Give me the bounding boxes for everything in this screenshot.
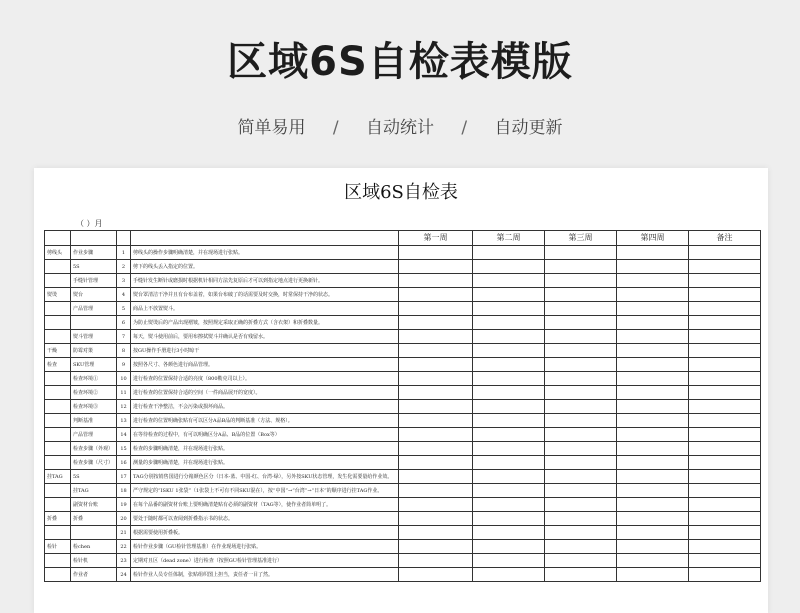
week3-check-cell[interactable]	[545, 316, 617, 330]
table-row	[45, 442, 761, 456]
table-row	[45, 316, 761, 330]
week4-check-cell[interactable]	[617, 568, 689, 582]
remarks-cell[interactable]	[689, 484, 761, 498]
week1-check-cell[interactable]	[399, 442, 473, 456]
week3-check-cell[interactable]	[545, 484, 617, 498]
table-row	[45, 330, 761, 344]
week1-check-cell[interactable]	[399, 386, 473, 400]
category-cell: 剪线头	[45, 246, 71, 260]
item-cell: 检chen	[71, 540, 117, 554]
week2-check-cell[interactable]	[473, 274, 545, 288]
number-cell: 21	[117, 526, 131, 540]
item-cell: 副资材台账	[71, 498, 117, 512]
week4-check-cell[interactable]	[617, 414, 689, 428]
item-cell: 检查步骤（尺寸）	[71, 456, 117, 470]
category-cell	[45, 554, 71, 568]
week4-check-cell[interactable]	[617, 246, 689, 260]
item-cell: 作业者	[71, 568, 117, 582]
remarks-cell[interactable]	[689, 344, 761, 358]
remarks-cell[interactable]	[689, 512, 761, 526]
week3-check-cell[interactable]	[545, 330, 617, 344]
number-cell: 20	[117, 512, 131, 526]
remarks-cell[interactable]	[689, 274, 761, 288]
category-cell	[45, 330, 71, 344]
description-cell: 按照各尺寸、各颜色进行商品管理。	[131, 358, 399, 372]
item-cell: 5S	[71, 470, 117, 484]
remarks-cell[interactable]	[689, 526, 761, 540]
week1-check-cell[interactable]	[399, 358, 473, 372]
week2-check-cell[interactable]	[473, 358, 545, 372]
table-row	[45, 288, 761, 302]
week3-check-cell[interactable]	[545, 344, 617, 358]
week4-check-cell[interactable]	[617, 456, 689, 470]
description-cell: 检针作业人员专任体制，张贴组织图上担当，责任者一目了然。	[131, 568, 399, 582]
remarks-cell[interactable]	[689, 414, 761, 428]
category-cell	[45, 568, 71, 582]
week2-check-cell[interactable]	[473, 456, 545, 470]
week3-check-cell[interactable]	[545, 372, 617, 386]
number-cell: 18	[117, 484, 131, 498]
week4-check-cell[interactable]	[617, 344, 689, 358]
week4-check-cell[interactable]	[617, 498, 689, 512]
number-cell: 3	[117, 274, 131, 288]
table-row	[45, 540, 761, 554]
remarks-cell[interactable]	[689, 260, 761, 274]
item-cell: 手缝针管理	[71, 274, 117, 288]
number-cell: 19	[117, 498, 131, 512]
description-cell: 根据需要使用折叠板。	[131, 526, 399, 540]
week4-check-cell[interactable]	[617, 330, 689, 344]
week4-check-cell[interactable]	[617, 274, 689, 288]
description-cell: 严守规定的“ISKU 1张袋”（1张袋上不可有不同SKU混在），按“中国”→“台湾”→“日本”的顺序进行挂TAG作业。	[131, 484, 399, 498]
checklist-sheet	[34, 168, 768, 613]
week2-check-cell[interactable]	[473, 568, 545, 582]
subtitle-separator: /	[461, 118, 468, 138]
remarks-cell[interactable]	[689, 568, 761, 582]
week3-check-cell[interactable]	[545, 428, 617, 442]
week3-check-cell[interactable]	[545, 470, 617, 484]
category-cell: 检查	[45, 358, 71, 372]
week1-check-cell[interactable]	[399, 540, 473, 554]
number-cell: 6	[117, 316, 131, 330]
remarks-cell[interactable]	[689, 442, 761, 456]
week2-check-cell[interactable]	[473, 372, 545, 386]
item-cell: 检查步骤（外观）	[71, 442, 117, 456]
table-row	[45, 554, 761, 568]
category-cell	[45, 456, 71, 470]
week4-check-cell[interactable]	[617, 316, 689, 330]
page-title: 区域6S自检表模版	[227, 39, 573, 85]
week3-check-cell[interactable]	[545, 386, 617, 400]
table-row	[45, 568, 761, 582]
week4-check-cell[interactable]	[617, 554, 689, 568]
week1-check-cell[interactable]	[399, 498, 473, 512]
category-cell	[45, 400, 71, 414]
table-row	[45, 428, 761, 442]
description-cell: 测量的步骤明确清楚，并在现场进行张贴。	[131, 456, 399, 470]
category-cell: 熨烫	[45, 288, 71, 302]
subtitle-easy: 简单易用	[237, 118, 306, 138]
week4-check-cell[interactable]	[617, 260, 689, 274]
item-cell: 检查环境①	[71, 372, 117, 386]
week1-check-cell[interactable]	[399, 372, 473, 386]
week1-check-cell[interactable]	[399, 512, 473, 526]
week1-check-cell[interactable]	[399, 526, 473, 540]
remarks-cell[interactable]	[689, 288, 761, 302]
remarks-cell[interactable]	[689, 400, 761, 414]
week3-check-cell[interactable]	[545, 540, 617, 554]
header-week4: 第四周	[617, 231, 689, 246]
table-row	[45, 274, 761, 288]
category-cell	[45, 428, 71, 442]
week1-check-cell[interactable]	[399, 246, 473, 260]
item-cell: 作业步骤	[71, 246, 117, 260]
week1-check-cell[interactable]	[399, 456, 473, 470]
week3-check-cell[interactable]	[545, 526, 617, 540]
week4-check-cell[interactable]	[617, 484, 689, 498]
week4-check-cell[interactable]	[617, 512, 689, 526]
item-cell: 判断基准	[71, 414, 117, 428]
item-cell: SKU管理	[71, 358, 117, 372]
subtitle-separator: /	[332, 118, 339, 138]
description-cell: 进行检查干净整洁，不会污染或损坏商品。	[131, 400, 399, 414]
week2-check-cell[interactable]	[473, 498, 545, 512]
week2-check-cell[interactable]	[473, 442, 545, 456]
week2-check-cell[interactable]	[473, 344, 545, 358]
week4-check-cell[interactable]	[617, 470, 689, 484]
week4-check-cell[interactable]	[617, 540, 689, 554]
week2-check-cell[interactable]	[473, 260, 545, 274]
number-cell: 10	[117, 372, 131, 386]
table-row	[45, 498, 761, 512]
week2-check-cell[interactable]	[473, 540, 545, 554]
category-cell: 挂TAG	[45, 470, 71, 484]
number-cell: 15	[117, 442, 131, 456]
week3-check-cell[interactable]	[545, 512, 617, 526]
week4-check-cell[interactable]	[617, 372, 689, 386]
remarks-cell[interactable]	[689, 302, 761, 316]
week1-check-cell[interactable]	[399, 470, 473, 484]
week2-check-cell[interactable]	[473, 288, 545, 302]
description-cell: TAG分别按销售国进行分箱颜色区分（日本-蓝、中国-红、台湾-绿），另外按SKU状态管理，发生化需要量给作业效。	[131, 470, 399, 484]
week1-check-cell[interactable]	[399, 344, 473, 358]
week3-check-cell[interactable]	[545, 442, 617, 456]
week1-check-cell[interactable]	[399, 484, 473, 498]
description-cell: 商品上不放置熨斗。	[131, 302, 399, 316]
week4-check-cell[interactable]	[617, 386, 689, 400]
number-cell: 2	[117, 260, 131, 274]
table-row	[45, 358, 761, 372]
remarks-cell[interactable]	[689, 246, 761, 260]
number-cell: 12	[117, 400, 131, 414]
week3-check-cell[interactable]	[545, 274, 617, 288]
remarks-cell[interactable]	[689, 316, 761, 330]
description-cell: 为防止熨烫后的产品出现褶皱，按照规定采取正确的折叠方式（含衣架）和折叠数量。	[131, 316, 399, 330]
month-label: （ ）月	[76, 219, 103, 228]
checklist-table	[44, 230, 761, 582]
number-cell: 8	[117, 344, 131, 358]
category-cell	[45, 302, 71, 316]
subtitle-auto-stats: 自动统计	[366, 118, 434, 138]
table-row	[45, 414, 761, 428]
table-row	[45, 344, 761, 358]
table-row	[45, 470, 761, 484]
category-cell	[45, 260, 71, 274]
week4-check-cell[interactable]	[617, 400, 689, 414]
category-cell: 干燥	[45, 344, 71, 358]
week1-check-cell[interactable]	[399, 428, 473, 442]
table-row	[45, 246, 761, 260]
header-week1: 第一周	[399, 231, 473, 246]
number-cell: 5	[117, 302, 131, 316]
description-cell: 进行检查的位置保持合适的亮度（800勒克司以上）。	[131, 372, 399, 386]
week2-check-cell[interactable]	[473, 512, 545, 526]
category-cell	[45, 316, 71, 330]
item-cell	[71, 316, 117, 330]
week4-check-cell[interactable]	[617, 526, 689, 540]
description-cell: 剪线头的操作步骤明确清楚，并在现场进行张贴。	[131, 246, 399, 260]
item-cell: 熨斗管理	[71, 330, 117, 344]
number-cell: 23	[117, 554, 131, 568]
category-cell	[45, 442, 71, 456]
category-cell	[45, 274, 71, 288]
item-cell: 检查环境②	[71, 386, 117, 400]
remarks-cell[interactable]	[689, 456, 761, 470]
number-cell: 11	[117, 386, 131, 400]
item-cell: 挂TAG	[71, 484, 117, 498]
week3-check-cell[interactable]	[545, 414, 617, 428]
week3-check-cell[interactable]	[545, 288, 617, 302]
week1-check-cell[interactable]	[399, 260, 473, 274]
remarks-cell[interactable]	[689, 428, 761, 442]
week1-check-cell[interactable]	[399, 554, 473, 568]
category-cell: 检针	[45, 540, 71, 554]
header-category	[45, 231, 71, 246]
item-cell: 检针机	[71, 554, 117, 568]
week2-check-cell[interactable]	[473, 330, 545, 344]
number-cell: 1	[117, 246, 131, 260]
week4-check-cell[interactable]	[617, 358, 689, 372]
category-cell	[45, 386, 71, 400]
subtitle-bar	[0, 113, 800, 138]
description-cell: 每天，熨斗使用前后，要用布擦拭熨斗并确认是否有残留水。	[131, 330, 399, 344]
description-cell: 在每个品番的副资材台账上要明确清楚贴有必须的副资材（TAG等），使作业者简单明了。	[131, 498, 399, 512]
week3-check-cell[interactable]	[545, 302, 617, 316]
description-cell: 按GU操作手册进行3小时晾干	[131, 344, 399, 358]
week1-check-cell[interactable]	[399, 414, 473, 428]
week4-check-cell[interactable]	[617, 428, 689, 442]
category-cell	[45, 526, 71, 540]
table-row	[45, 512, 761, 526]
description-cell: 检针作业步骤（GU检针管理基准）在作业现场进行张贴。	[131, 540, 399, 554]
week2-check-cell[interactable]	[473, 470, 545, 484]
number-cell: 22	[117, 540, 131, 554]
week4-check-cell[interactable]	[617, 302, 689, 316]
week4-check-cell[interactable]	[617, 288, 689, 302]
header-item	[71, 231, 117, 246]
remarks-cell[interactable]	[689, 386, 761, 400]
week2-check-cell[interactable]	[473, 302, 545, 316]
item-cell: 产品管理	[71, 428, 117, 442]
table-row	[45, 372, 761, 386]
description-cell: 剪下的线头丢入指定的位置。	[131, 260, 399, 274]
week2-check-cell[interactable]	[473, 484, 545, 498]
table-row	[45, 386, 761, 400]
description-cell: 要处于随时都可以查阅到折叠指示书的状态。	[131, 512, 399, 526]
table-row	[45, 456, 761, 470]
header-row	[45, 231, 761, 246]
remarks-cell[interactable]	[689, 372, 761, 386]
week1-check-cell[interactable]	[399, 316, 473, 330]
remarks-cell[interactable]	[689, 330, 761, 344]
week3-check-cell[interactable]	[545, 246, 617, 260]
number-cell: 24	[117, 568, 131, 582]
header-no	[117, 231, 131, 246]
table-row	[45, 260, 761, 274]
item-cell: 产品管理	[71, 302, 117, 316]
item-cell: 熨台	[71, 288, 117, 302]
number-cell: 16	[117, 456, 131, 470]
header-desc	[131, 231, 399, 246]
item-cell	[71, 526, 117, 540]
table-row	[45, 400, 761, 414]
week2-check-cell[interactable]	[473, 246, 545, 260]
item-cell: 防霉对策	[71, 344, 117, 358]
remarks-cell[interactable]	[689, 540, 761, 554]
week2-check-cell[interactable]	[473, 554, 545, 568]
category-cell	[45, 372, 71, 386]
week1-check-cell[interactable]	[399, 288, 473, 302]
week3-check-cell[interactable]	[545, 260, 617, 274]
category-cell	[45, 484, 71, 498]
week3-check-cell[interactable]	[545, 358, 617, 372]
sheet-title: 区域6S自检表	[344, 182, 458, 203]
week2-check-cell[interactable]	[473, 316, 545, 330]
number-cell: 13	[117, 414, 131, 428]
week2-check-cell[interactable]	[473, 428, 545, 442]
week3-check-cell[interactable]	[545, 554, 617, 568]
number-cell: 9	[117, 358, 131, 372]
description-cell: 检查的步骤明确清楚，并在现场进行张贴。	[131, 442, 399, 456]
week1-check-cell[interactable]	[399, 330, 473, 344]
number-cell: 7	[117, 330, 131, 344]
week2-check-cell[interactable]	[473, 526, 545, 540]
week1-check-cell[interactable]	[399, 302, 473, 316]
description-cell: 在等待检查的过程中，有可以明确区分A品、B品的位置（Box等）	[131, 428, 399, 442]
week1-check-cell[interactable]	[399, 274, 473, 288]
number-cell: 17	[117, 470, 131, 484]
description-cell: 定期对且区（dead zone）进行检查（按照GU检针管理基准进行）	[131, 554, 399, 568]
table-row	[45, 526, 761, 540]
header-week2: 第二周	[473, 231, 545, 246]
number-cell: 14	[117, 428, 131, 442]
week2-check-cell[interactable]	[473, 386, 545, 400]
week3-check-cell[interactable]	[545, 498, 617, 512]
description-cell: 熨台罩清洁干净并且有台布盖着，如果台布破了的话需要及时交换，时常保持干净的状态。	[131, 288, 399, 302]
week2-check-cell[interactable]	[473, 400, 545, 414]
item-cell: 检查环境③	[71, 400, 117, 414]
week1-check-cell[interactable]	[399, 400, 473, 414]
remarks-cell[interactable]	[689, 470, 761, 484]
remarks-cell[interactable]	[689, 554, 761, 568]
item-cell: 5S	[71, 260, 117, 274]
header-remarks: 备注	[689, 231, 761, 246]
week3-check-cell[interactable]	[545, 456, 617, 470]
description-cell: 进行检查的位置明确张贴有可以区分A品B品的判断基准（方法、规格）。	[131, 414, 399, 428]
week4-check-cell[interactable]	[617, 442, 689, 456]
remarks-cell[interactable]	[689, 358, 761, 372]
table-row	[45, 302, 761, 316]
number-cell: 4	[117, 288, 131, 302]
week3-check-cell[interactable]	[545, 400, 617, 414]
week2-check-cell[interactable]	[473, 414, 545, 428]
description-cell: 手缝针发生断针或磨损时根据机针相同方法先复原后才可以到指定地点进行更换新针。	[131, 274, 399, 288]
header-week3: 第三周	[545, 231, 617, 246]
week1-check-cell[interactable]	[399, 568, 473, 582]
category-cell	[45, 414, 71, 428]
category-cell: 折叠	[45, 512, 71, 526]
table-row	[45, 484, 761, 498]
description-cell: 进行检查的位置保持合适的空间（一件商品展开的宽度）。	[131, 386, 399, 400]
week3-check-cell[interactable]	[545, 568, 617, 582]
item-cell: 折叠	[71, 512, 117, 526]
subtitle-auto-update: 自动更新	[494, 118, 563, 138]
remarks-cell[interactable]	[689, 498, 761, 512]
category-cell	[45, 498, 71, 512]
